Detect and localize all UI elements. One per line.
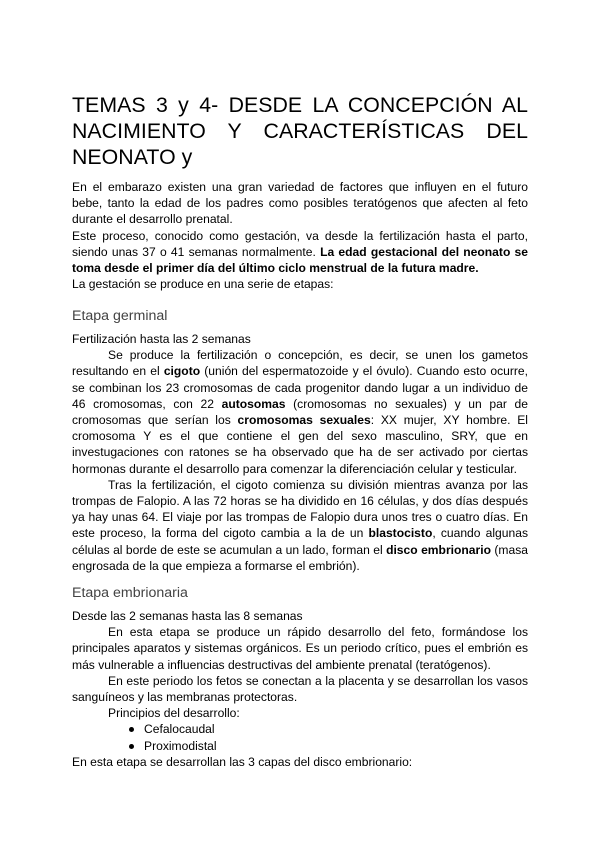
embrionaria-subtitle: Desde las 2 semanas hasta las 8 semanas [72, 609, 303, 623]
intro-text: Este proceso, conocido como gestación, va desde la fertilización hasta el parto, siendo unas 37 o 41 semanas normalmente. [72, 228, 528, 259]
list-item: Cefalocaudal [72, 721, 528, 737]
germinal-section [72, 307, 528, 574]
embrionaria-section [72, 584, 528, 770]
document-title: TEMAS 3 y 4- DESDE LA CONCEPCIÓN AL NACIMIENTO Y CARACTERÍSTICAS DEL NEONATO y [72, 93, 528, 169]
term-autosomas: autosomas [221, 396, 286, 411]
germinal-heading: Etapa germinal [72, 308, 168, 324]
embrionaria-heading: Etapa embrionaria [72, 585, 188, 601]
germinal-subtitle: Fertilización hasta las 2 semanas [72, 332, 251, 346]
text: , cuando algunas células al borde de este se acumulan a un lado, forman el [72, 526, 528, 557]
text: Se produce la fertilización o concepción, es decir, se unen los gametos resultando en el [72, 348, 528, 379]
germinal-paragraph-1 [72, 347, 528, 477]
text: (cromosomas no sexuales) y un par de cromosomas que serían los [72, 396, 528, 428]
embrionaria-paragraph-3: En esta etapa se desarrollan las 3 capas del disco embrionario: [72, 754, 413, 769]
gestational-age-note: La edad gestacional del neonato se toma desde el primer día del último ciclo menstrual de la futura madre. [72, 244, 528, 276]
term-cigoto: cigoto [163, 364, 201, 379]
term-cromosomas-sexuales: cromosomas sexuales [237, 413, 371, 428]
text: Tras la fertilización, el cigoto comienza su división mientras avanza por las trompas de Falopio. A las 72 horas se ha dividido en 16 células, y dos días después ya hay unas 64. El viaje por las trompas de Falopio dura unos tres o cuatro días. En este proceso, la forma del cigoto cambia a la de un [72, 477, 528, 541]
embrionaria-paragraph-2: En este periodo los fetos se conectan a la placenta y se desarrollan los vasos sanguíneos y las membranas protectoras. [72, 673, 528, 705]
text: (unión del espermatozoide y el óvulo). Cuando esto ocurre, se combinan los 23 cromosomas de cada progenitor dando lugar a un individuo de 46 cromosomas, con 22 [72, 364, 528, 411]
text: (masa engrosada de la que empieza a formarse el embrión). [72, 542, 528, 573]
list-item: Proximodistal [72, 738, 528, 754]
principles-list [72, 721, 528, 753]
embrionaria-paragraph-1: En esta etapa se produce un rápido desarrollo del feto, formándose los principales aparatos y sistemas orgánicos. Es un periodo crítico, pues el embrión es más vulnerable a influencias destructivas del ambiente prenatal (teratógenos). [72, 625, 528, 672]
principles-label: Principios del desarrollo: [108, 706, 240, 721]
intro-section [72, 179, 528, 292]
germinal-paragraph-2 [72, 477, 528, 574]
intro-paragraph-1: En el embarazo existen una gran variedad de factores que influyen en el futuro bebe, tanto la edad de los padres como posibles teratógenos que afecten al feto durante el desarrollo prenatal. [72, 180, 528, 227]
intro-paragraph-2 [72, 228, 528, 277]
intro-paragraph-3: La gestación se produce en una serie de etapas: [72, 277, 334, 292]
text: : XX mujer, XY hombre. El cromosoma Y es el que contiene el gen del sexo masculino, SRY, que en investugaciones con ratones se ha observado que ha de ser activado por ciertas hormonas durante el desarrollo para comenzar la diferenciación celular y testicular. [72, 413, 528, 476]
term-disco-embrionario: disco embrionario [386, 542, 491, 557]
term-blastocisto: blastocisto [368, 526, 433, 541]
